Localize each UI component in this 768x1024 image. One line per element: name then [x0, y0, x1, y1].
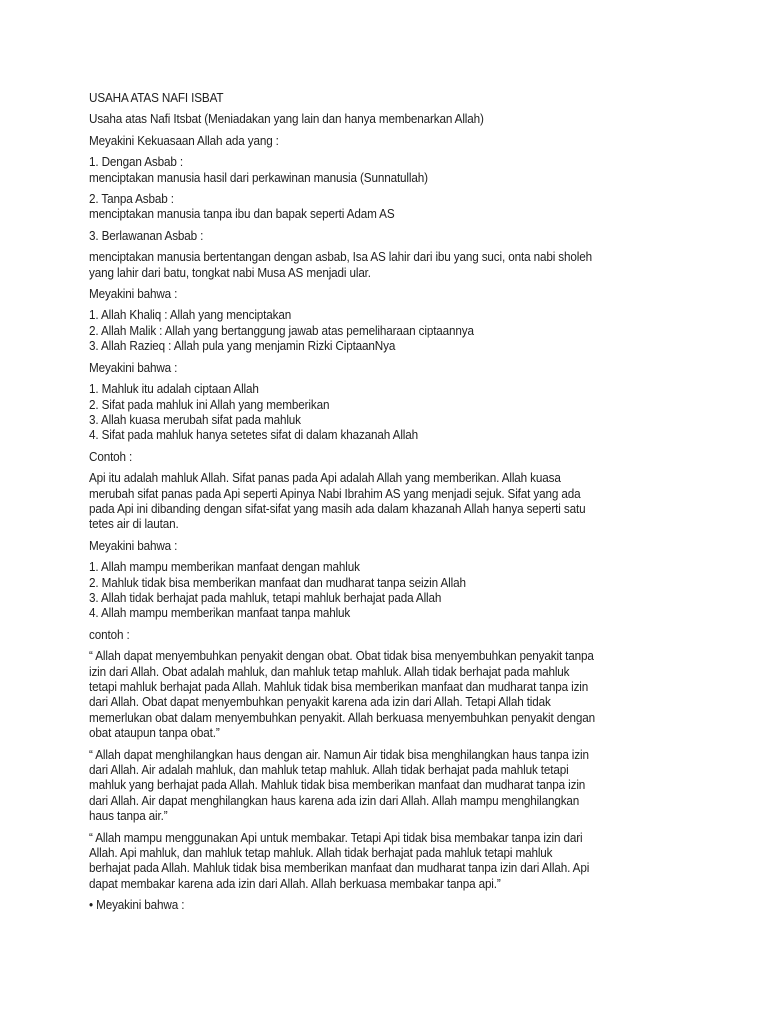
text-line: dari Allah. Obat dapat menyembuhkan penyakit karena ada izin dari Allah. Tetapi Allah tidak — [89, 695, 551, 710]
text-line: 3. Allah Razieq : Allah pula yang menjamin Rizki CiptaanNya — [89, 339, 396, 354]
paragraph — [89, 748, 694, 825]
text-line: tetapi mahluk berhajat pada Allah. Mahluk tidak bisa memberikan manfaat dan mudharat tanpa izin — [89, 680, 589, 694]
text-line: 3. Berlawanan Asbab : — [89, 228, 204, 243]
paragraph — [89, 628, 694, 643]
text-line: merubah sifat panas pada Api seperti Apinya Nabi Ibrahim AS yang menjadi sejuk. Sifat yang ada — [89, 486, 581, 501]
text-line: 1. Allah mampu memberikan manfaat dengan mahluk — [89, 560, 360, 575]
paragraph — [89, 560, 694, 622]
text-line: yang lahir dari batu, tongkat nabi Musa AS menjadi ular. — [89, 265, 371, 280]
text-line: izin dari Allah. Obat adalah mahluk, dan mahluk tetap mahluk. Allah tidak berhajat pada mahluk — [89, 664, 570, 679]
text-line: 1. Mahluk itu adalah ciptaan Allah — [89, 382, 259, 397]
document-content — [89, 112, 694, 913]
text-line: obat ataupun tanpa obat.” — [89, 726, 220, 741]
paragraph — [89, 192, 694, 223]
text-line: 2. Allah Malik : Allah yang bertanggung jawab atas pemeliharaan ciptaannya — [89, 323, 474, 338]
paragraph — [89, 361, 694, 376]
text-line: menciptakan manusia bertentangan dengan asbab, Isa AS lahir dari ibu yang suci, onta nabi sholeh — [89, 250, 592, 265]
text-line: menciptakan manusia tanpa ibu dan bapak seperti Adam AS — [89, 207, 395, 222]
text-line: menciptakan manusia hasil dari perkawinan manusia (Sunnatullah) — [89, 170, 428, 185]
paragraph — [89, 308, 694, 354]
text-line: 1. Allah Khaliq : Allah yang menciptakan — [89, 308, 292, 323]
text-line: pada Api ini dibanding dengan sifat-sifat yang masih ada dalam khazanah Allah hanya seperti satu — [89, 501, 586, 516]
document-title: USAHA ATAS NAFI ISBAT — [89, 91, 224, 105]
paragraph — [89, 898, 694, 913]
paragraph — [89, 155, 694, 186]
paragraph — [89, 229, 694, 244]
text-line: dari Allah. Air dapat menghilangkan haus karena ada izin dari Allah. Allah mampu menghilangkan — [89, 793, 580, 808]
text-line: Usaha atas Nafi Itsbat (Meniadakan yang lain dan hanya membenarkan Allah) — [89, 112, 484, 127]
text-line: “ Allah dapat menghilangkan haus dengan air. Namun Air tidak bisa menghilangkan haus tanpa izin — [89, 747, 589, 762]
text-line: Meyakini bahwa : — [89, 538, 178, 553]
text-line: Contoh : — [89, 449, 133, 464]
text-line: Api itu adalah mahluk Allah. Sifat panas pada Api adalah Allah yang memberikan. Allah kuasa — [89, 471, 561, 486]
text-line: Meyakini Kekuasaan Allah ada yang : — [89, 133, 279, 148]
paragraph — [89, 831, 694, 893]
paragraph — [89, 287, 694, 302]
paragraph — [89, 134, 694, 149]
text-line: dari Allah. Air adalah mahluk, dan mahluk tetap mahluk. Allah tidak berhajat pada mahluk tetapi — [89, 763, 569, 778]
paragraph — [89, 471, 694, 533]
text-line: tetes air di lautan. — [89, 517, 179, 532]
text-line: mahluk yang berhajat pada Allah. Mahluk tidak bisa memberikan manfaat dan mudharat tanpa izin — [89, 778, 586, 793]
text-line: berhajat pada Allah. Mahluk tidak bisa memberikan manfaat dan mudharat tanpa izin dari Allah. Api — [89, 861, 590, 876]
paragraph — [89, 382, 694, 444]
paragraph — [89, 112, 694, 127]
text-line: “ Allah mampu menggunakan Api untuk membakar. Tetapi Api tidak bisa membakar tanpa izin dari — [89, 830, 583, 845]
text-line: Meyakini bahwa : — [89, 287, 178, 302]
text-line: 2. Mahluk tidak bisa memberikan manfaat dan mudharat tanpa seizin Allah — [89, 575, 466, 590]
text-line: 1. Dengan Asbab : — [89, 155, 184, 170]
text-line: 4. Allah mampu memberikan manfaat tanpa mahluk — [89, 606, 351, 621]
text-line: memerlukan obat dalam menyembuhkan penyakit. Allah berkuasa menyembuhkan penyakit dengan — [89, 710, 595, 725]
paragraph — [89, 450, 694, 465]
text-line: “ Allah dapat menyembuhkan penyakit dengan obat. Obat tidak bisa menyembuhkan penyakit tanpa — [89, 649, 594, 664]
text-line: 2. Tanpa Asbab : — [89, 192, 174, 207]
text-line: dapat membakar karena ada izin dari Allah. Allah berkuasa membakar tanpa api.” — [89, 876, 501, 891]
paragraph — [89, 250, 694, 281]
text-line: 3. Allah kuasa merubah sifat pada mahluk — [89, 412, 301, 427]
text-line: 4. Sifat pada mahluk hanya setetes sifat di dalam khazanah Allah — [89, 428, 418, 443]
text-line: contoh : — [89, 627, 130, 642]
text-line: • Meyakini bahwa : — [89, 898, 185, 913]
text-line: haus tanpa air.” — [89, 809, 168, 824]
text-line: Meyakini bahwa : — [89, 360, 178, 375]
text-line: Allah. Api mahluk, dan mahluk tetap mahluk. Allah tidak berhajat pada mahluk tetapi mahluk — [89, 846, 553, 861]
text-line: 3. Allah tidak berhajat pada mahluk, tetapi mahluk berhajat pada Allah — [89, 590, 442, 605]
paragraph — [89, 649, 694, 741]
document-body — [89, 91, 694, 914]
paragraph — [89, 539, 694, 554]
text-line: 2. Sifat pada mahluk ini Allah yang memberikan — [89, 397, 330, 412]
